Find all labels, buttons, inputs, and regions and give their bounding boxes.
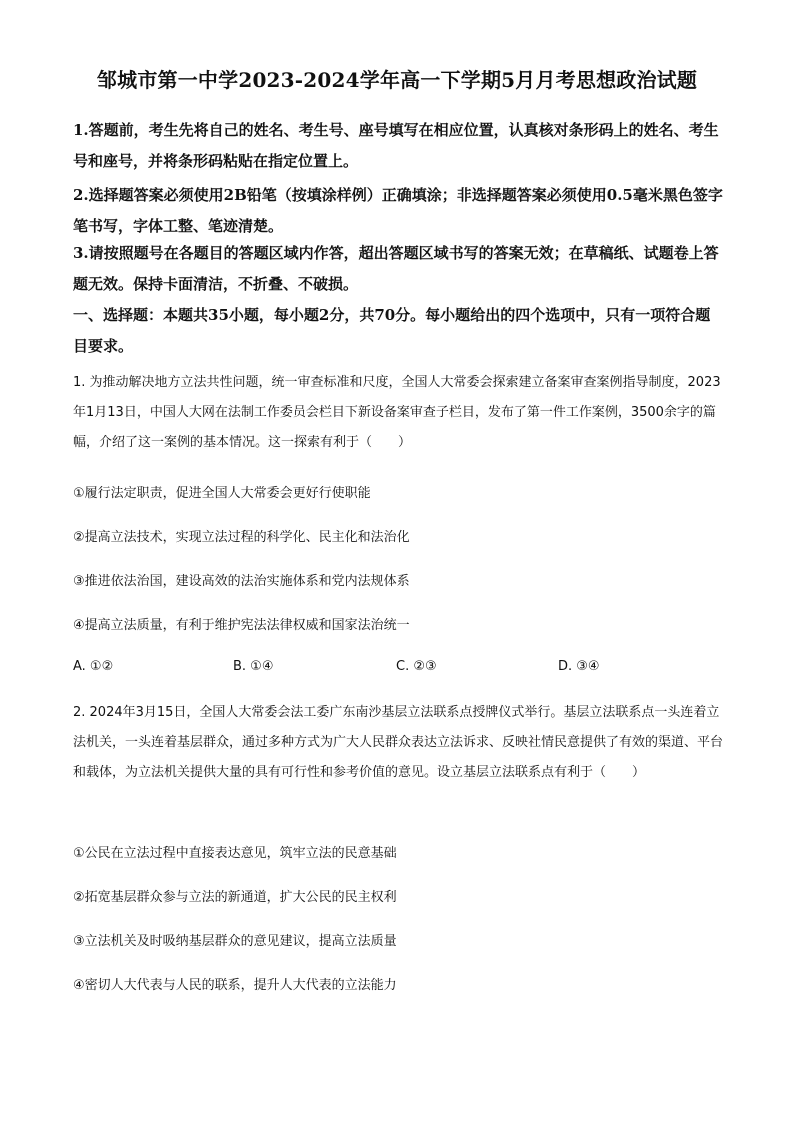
question-1-choice-d: D. ③④: [558, 659, 600, 674]
section-heading: 一、选择题：本题共35小题，每小题2分，共70分。每小题给出的四个选项中，只有一项符合题目要求。: [73, 306, 711, 355]
question-2-stem: 2. 2024年3月15日，全国人大常委会法工委广东南沙基层立法联系点授牌仪式举行。基层立法联系点一头连着立法机关，一头连着基层群众，通过多种方式为广大人民群众表达立法诉求、反映社情民意提供了有效的渠道、平台和载体，为立法机关提供大量的具有可行性和参考价值的意见。设立基层立法联系点有利于（ ）: [73, 705, 724, 780]
question-1-option-2: ②提高立法技术，实现立法过程的科学化、民主化和法治化: [73, 530, 410, 545]
question-1-choice-c: C. ②③: [396, 659, 437, 674]
question-2-option-1: ①公民在立法过程中直接表达意见，筑牢立法的民意基础: [73, 846, 397, 861]
exam-title: 邹城市第一中学2023-2024学年高一下学期5月月考思想政治试题: [96, 68, 698, 92]
instruction-3: 3.请按照题号在各题目的答题区域内作答，超出答题区域书写的答案无效；在草稿纸、试题卷上答题无效。保持卡面清洁，不折叠、不破损。: [73, 244, 719, 293]
question-2-option-4: ④密切人大代表与人民的联系，提升人大代表的立法能力: [73, 978, 397, 993]
question-1-option-3: ③推进依法治国，建设高效的法治实施体系和党内法规体系: [73, 574, 410, 589]
question-1-option-4: ④提高立法质量，有利于维护宪法法律权威和国家法治统一: [73, 618, 410, 633]
instruction-2: 2.选择题答案必须使用2B铅笔（按填涂样例）正确填涂；非选择题答案必须使用0.5毫米黑色签字笔书写，字体工整、笔迹清楚。: [73, 186, 723, 235]
question-1-choice-a: A. ①②: [73, 659, 114, 674]
question-1-choice-b: B. ①④: [233, 659, 274, 674]
question-1-option-1: ①履行法定职责，促进全国人大常委会更好行使职能: [73, 486, 371, 501]
instruction-1: 1.答题前，考生先将自己的姓名、考生号、座号填写在相应位置，认真核对条形码上的姓名、考生号和座号，并将条形码粘贴在指定位置上。: [73, 121, 719, 170]
question-2-option-2: ②拓宽基层群众参与立法的新通道，扩大公民的民主权利: [73, 890, 397, 905]
question-1-stem: 1. 为推动解决地方立法共性问题，统一审查标准和尺度，全国人大常委会探索建立备案审查案例指导制度，2023年1月13日，中国人大网在法制工作委员会栏目下新设备案审查子栏目，发布了第一件工作案例，3500余字的篇幅，介绍了这一案例的基本情况。这一探索有利于（ ）: [73, 375, 721, 450]
question-2-option-3: ③立法机关及时吸纳基层群众的意见建议，提高立法质量: [73, 934, 397, 949]
